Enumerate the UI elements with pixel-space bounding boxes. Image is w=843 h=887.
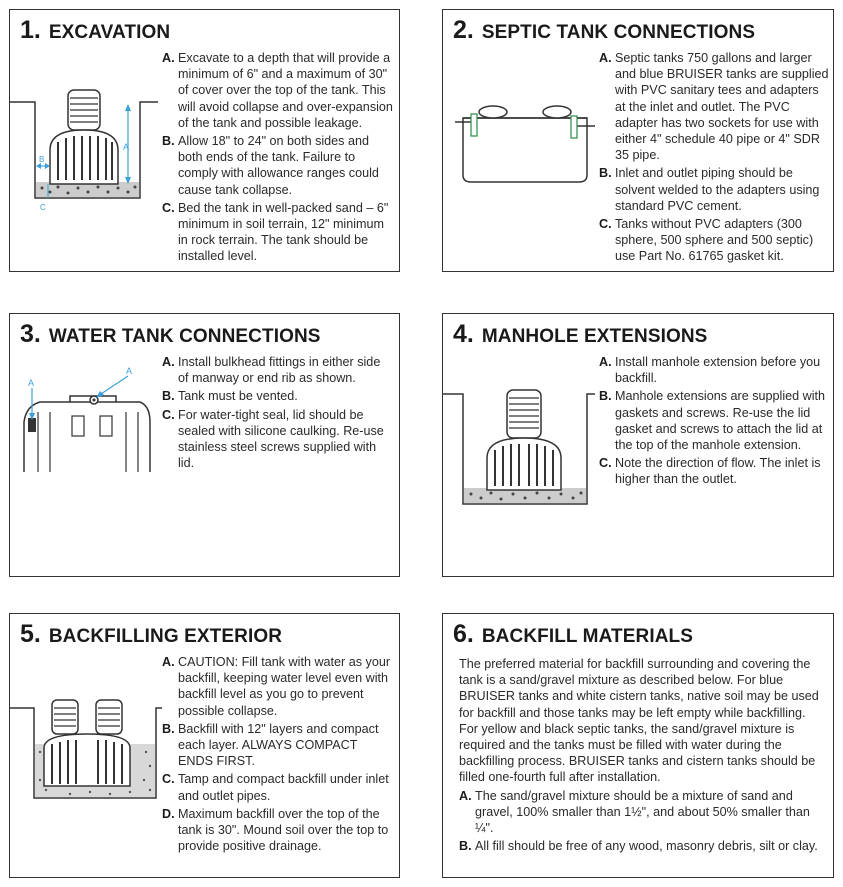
panel-title — [453, 620, 693, 649]
step-number: 4. — [453, 320, 474, 348]
water-tank-illustration — [10, 362, 160, 472]
panel-title — [453, 16, 755, 45]
list-item: B. Allow 18" to 24" on both sides and both ends of the tank. Failure to comply with allowance ranges could cause tank collapse. — [162, 134, 379, 197]
step-title: BACKFILL MATERIALS — [481, 626, 693, 647]
panel-water-tank-connections — [9, 313, 400, 577]
panel-backfilling-exterior — [9, 613, 400, 878]
step-title: EXCAVATION — [48, 22, 171, 43]
list-item: B. All fill should be free of any wood, masonry debris, silt or clay. — [459, 839, 818, 854]
instruction-list — [162, 654, 394, 856]
dim-label-c: C — [40, 203, 46, 212]
list-item: A. Septic tanks 750 gallons and larger and blue BRUISER tanks are supplied with PVC sanitary tees and adapters at the inlet and outlet. The PVC adapter has two sockets for use with either 4" schedule 40 pipe or 4" SDR 35 pipe. — [599, 51, 829, 163]
dim-label-b: B — [39, 155, 45, 164]
excavation-illustration — [10, 80, 160, 230]
list-item: C. For water-tight seal, lid should be sealed with silicone caulking. Re-use stainless steel screws supplied with lid. — [162, 407, 384, 471]
instruction-list — [599, 50, 829, 267]
list-item: C. Tanks without PVC adapters (300 sphere, 500 sphere and 500 septic) use Part No. 61765 gasket kit. — [599, 217, 814, 264]
step-number: 5. — [20, 620, 41, 648]
step-title: WATER TANK CONNECTIONS — [48, 326, 321, 347]
panel-backfill-materials — [442, 613, 834, 878]
list-item: B. Backfill with 12" layers and compact each layer. ALWAYS COMPACT ENDS FIRST. — [162, 721, 379, 769]
step-number: 6. — [453, 620, 474, 648]
list-item: C. Note the direction of flow. The inlet is higher than the outlet. — [599, 456, 821, 487]
list-item: C. Tamp and compact backfill under inlet and outlet pipes. — [162, 772, 389, 803]
list-item: B. Inlet and outlet piping should be solvent welded to the adapters using standard PVC cement. — [599, 166, 820, 213]
instruction-list — [162, 50, 394, 267]
callout-label-a: A — [126, 366, 133, 376]
panel-title — [20, 16, 170, 45]
panel-excavation — [9, 9, 400, 272]
instruction-list — [162, 354, 394, 473]
list-item: A. The sand/gravel mixture should be a mixture of sand and gravel, 100% smaller than 1½", and about 50% smaller than ¼". — [459, 788, 810, 836]
step-title: BACKFILLING EXTERIOR — [48, 626, 283, 647]
callout-label-a: A — [28, 378, 35, 388]
step-number: 1. — [20, 16, 41, 44]
step-number: 2. — [453, 16, 474, 44]
step-title: SEPTIC TANK CONNECTIONS — [481, 22, 756, 43]
instruction-list — [459, 656, 825, 856]
step-title: MANHOLE EXTENSIONS — [481, 326, 708, 347]
panel-title — [453, 320, 707, 349]
list-item: B. Manhole extensions are supplied with gaskets and screws. Re-use the lid gasket and screws to attach the lid at the top of the manhole extension. — [599, 389, 826, 453]
dim-label-a: A — [123, 142, 130, 152]
panel-title — [20, 320, 321, 349]
step-number: 3. — [20, 320, 41, 348]
backfilling-illustration — [10, 686, 162, 826]
intro-paragraph: The preferred material for backfill surrounding and covering the tank is a sand/gravel mixture as described below. For blue BRUISER tanks and white cistern tanks, native soil may be used for backfill and those tanks may be left empty while backfilling. For yellow and black septic tanks, the sand/gravel mixture is required and the tanks must be filled with water during the backfilling process. BRUISER tanks and cistern tanks should be filled one-fourth full after installation. — [459, 657, 819, 785]
septic-tank-illustration — [451, 90, 599, 190]
list-item: D. Maximum backfill over the top of the tank is 30". Mound soil over the top to provide positive drainage. — [162, 806, 389, 854]
manhole-extension-illustration — [443, 372, 595, 512]
panel-title — [20, 620, 282, 649]
instruction-list — [599, 354, 829, 490]
panel-septic-tank-connections — [442, 9, 834, 272]
list-item: A. Excavate to a depth that will provide a minimum of 6" and a maximum of 30" of cover over the top of the tank. This will avoid collapse and over-expansion of the tank and possible leakage. — [162, 51, 393, 130]
list-item: A. CAUTION: Fill tank with water as your backfill, keeping water level even with backfill level as you go to prevent possible collapse. — [162, 655, 391, 718]
list-item: C. Bed the tank in well-packed sand – 6" minimum in soil terrain, 12" minimum in rock terrain. The tank should be installed level. — [162, 200, 389, 264]
list-item: B. Tank must be vented. — [162, 389, 298, 404]
panel-manhole-extensions — [442, 313, 834, 577]
list-item: A. Install bulkhead fittings in either side of manway or end rib as shown. — [162, 355, 381, 386]
list-item: A. Install manhole extension before you backfill. — [599, 355, 821, 386]
